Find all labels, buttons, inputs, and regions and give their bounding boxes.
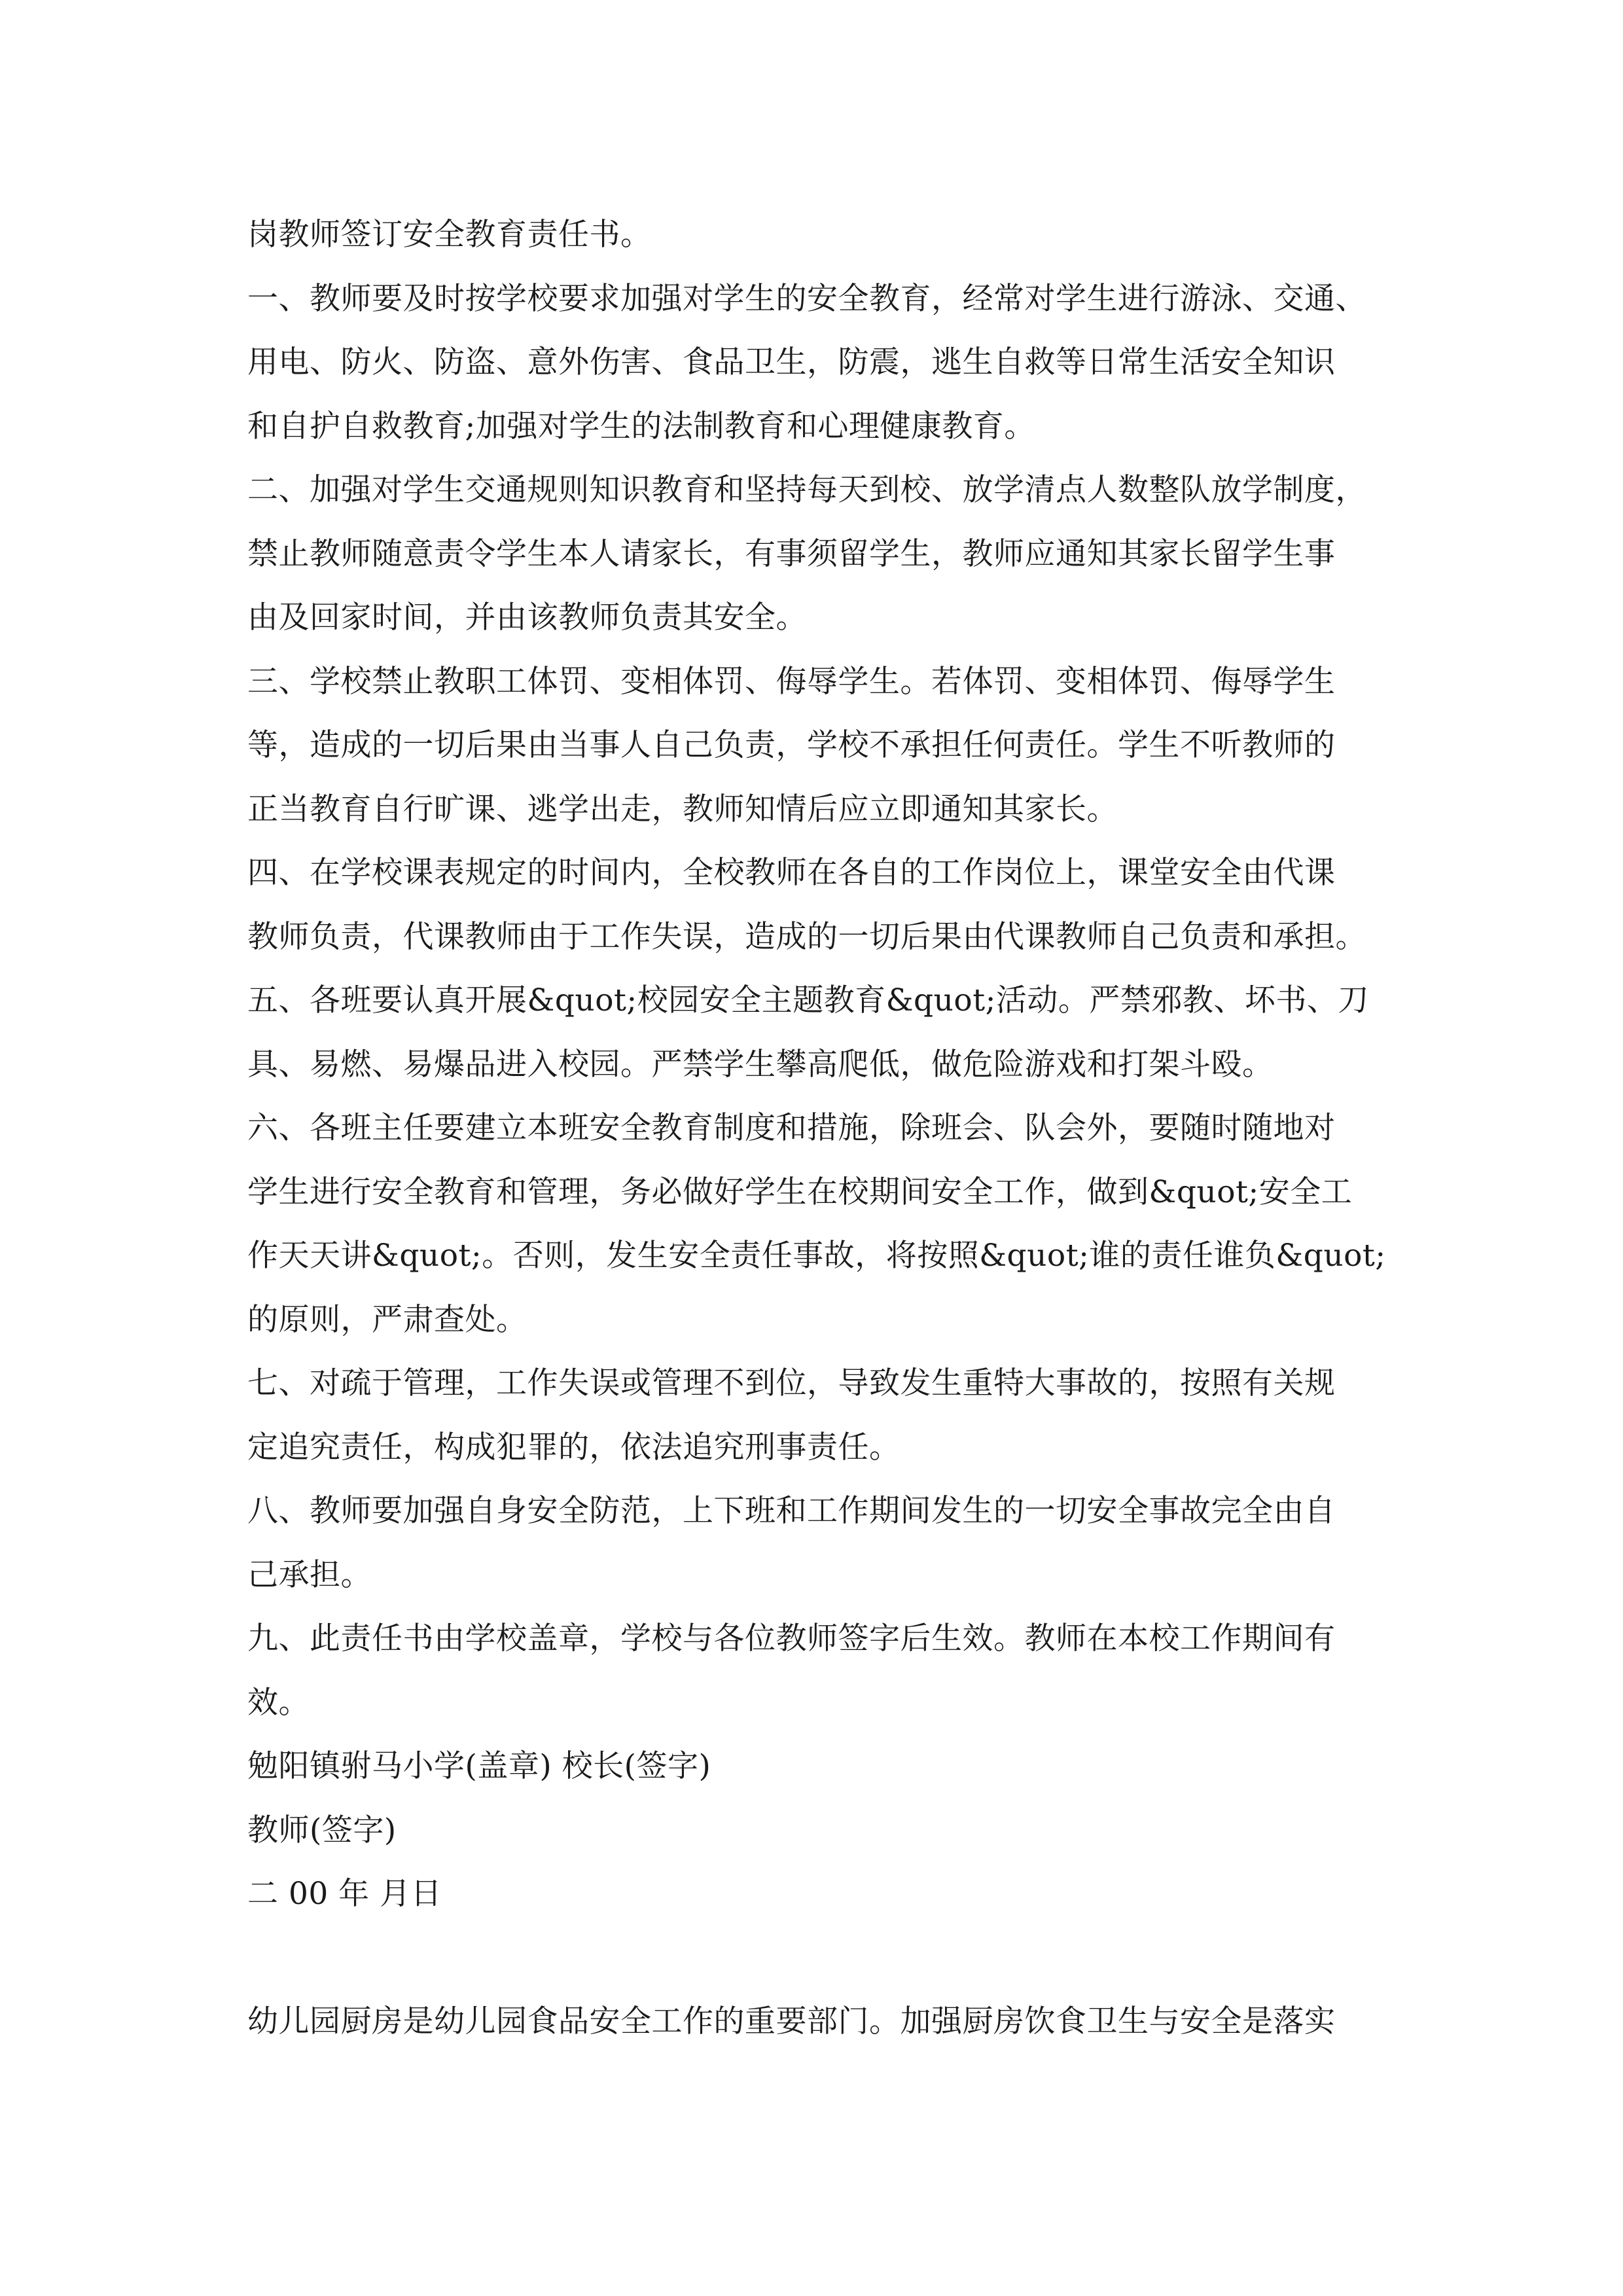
text-line: 教师负责，代课教师由于工作失误，造成的一切后果由代课教师自己负责和承担。: [247, 918, 1366, 955]
next-section-line: 幼儿园厨房是幼儿园食品安全工作的重要部门。加强厨房饮食卫生与安全是落实: [247, 2003, 1336, 2039]
text-line: 的原则，严肃查处。: [247, 1301, 527, 1338]
text-line: 学生进行安全教育和管理，务必做好学生在校期间安全工作，做到&quot;安全工: [247, 1174, 1353, 1210]
text-line: 一、教师要及时按学校要求加强对学生的安全教育，经常对学生进行游泳、交通、: [247, 280, 1366, 317]
text-line: 效。: [247, 1684, 310, 1721]
text-line: 定追究责任，构成犯罪的，依法追究刑事责任。: [247, 1429, 901, 1465]
signature-line-school: 勉阳镇驸马小学(盖章) 校长(签字): [247, 1748, 711, 1784]
text-line: 七、对疏于管理，工作失误或管理不到位，导致发生重特大事故的，按照有关规: [247, 1365, 1336, 1401]
text-line: 己承担。: [247, 1556, 372, 1593]
text-line: 和自护自救教育;加强对学生的法制教育和心理健康教育。: [247, 408, 1035, 444]
signature-line-teacher: 教师(签字): [247, 1812, 397, 1848]
text-line: 具、易燃、易爆品进入校园。严禁学生攀高爬低，做危险游戏和打架斗殴。: [247, 1046, 1274, 1083]
text-line: 正当教育自行旷课、逃学出走，教师知情后应立即通知其家长。: [247, 791, 1118, 827]
document-body: [247, 203, 1438, 2054]
text-line: 由及回家时间，并由该教师负责其安全。: [247, 600, 807, 636]
text-line: 作天天讲&quot;。否则，发生安全责任事故，将按照&quot;谁的责任谁负&quot;: [247, 1238, 1386, 1274]
text-line: 用电、防火、防盗、意外伤害、食品卫生，防震，逃生自救等日常生活安全知识: [247, 344, 1336, 380]
text-line: 岗教师签订安全教育责任书。: [247, 217, 652, 253]
text-line: 二、加强对学生交通规则知识教育和坚持每天到校、放学清点人数整队放学制度，: [247, 472, 1366, 508]
text-line: 五、各班要认真开展&quot;校园安全主题教育&quot;活动。严禁邪教、坏书、刀: [247, 982, 1369, 1018]
date-line: 二 00 年 月日: [247, 1876, 442, 1912]
text-line: 八、教师要加强自身安全防范，上下班和工作期间发生的一切安全事故完全由自: [247, 1493, 1336, 1529]
text-line: 三、学校禁止教职工体罚、变相体罚、侮辱学生。若体罚、变相体罚、侮辱学生: [247, 663, 1336, 700]
text-line: 六、各班主任要建立本班安全教育制度和措施，除班会、队会外，要随时随地对: [247, 1110, 1336, 1146]
text-line: 等，造成的一切后果由当事人自己负责，学校不承担任何责任。学生不听教师的: [247, 727, 1336, 763]
text-line: 四、在学校课表规定的时间内，全校教师在各自的工作岗位上，课堂安全由代课: [247, 855, 1336, 891]
text-line: 禁止教师随意责令学生本人请家长，有事须留学生，教师应通知其家长留学生事: [247, 535, 1336, 572]
section-gap: [247, 1926, 1438, 1990]
text-line: 九、此责任书由学校盖章，学校与各位教师签字后生效。教师在本校工作期间有: [247, 1621, 1336, 1657]
